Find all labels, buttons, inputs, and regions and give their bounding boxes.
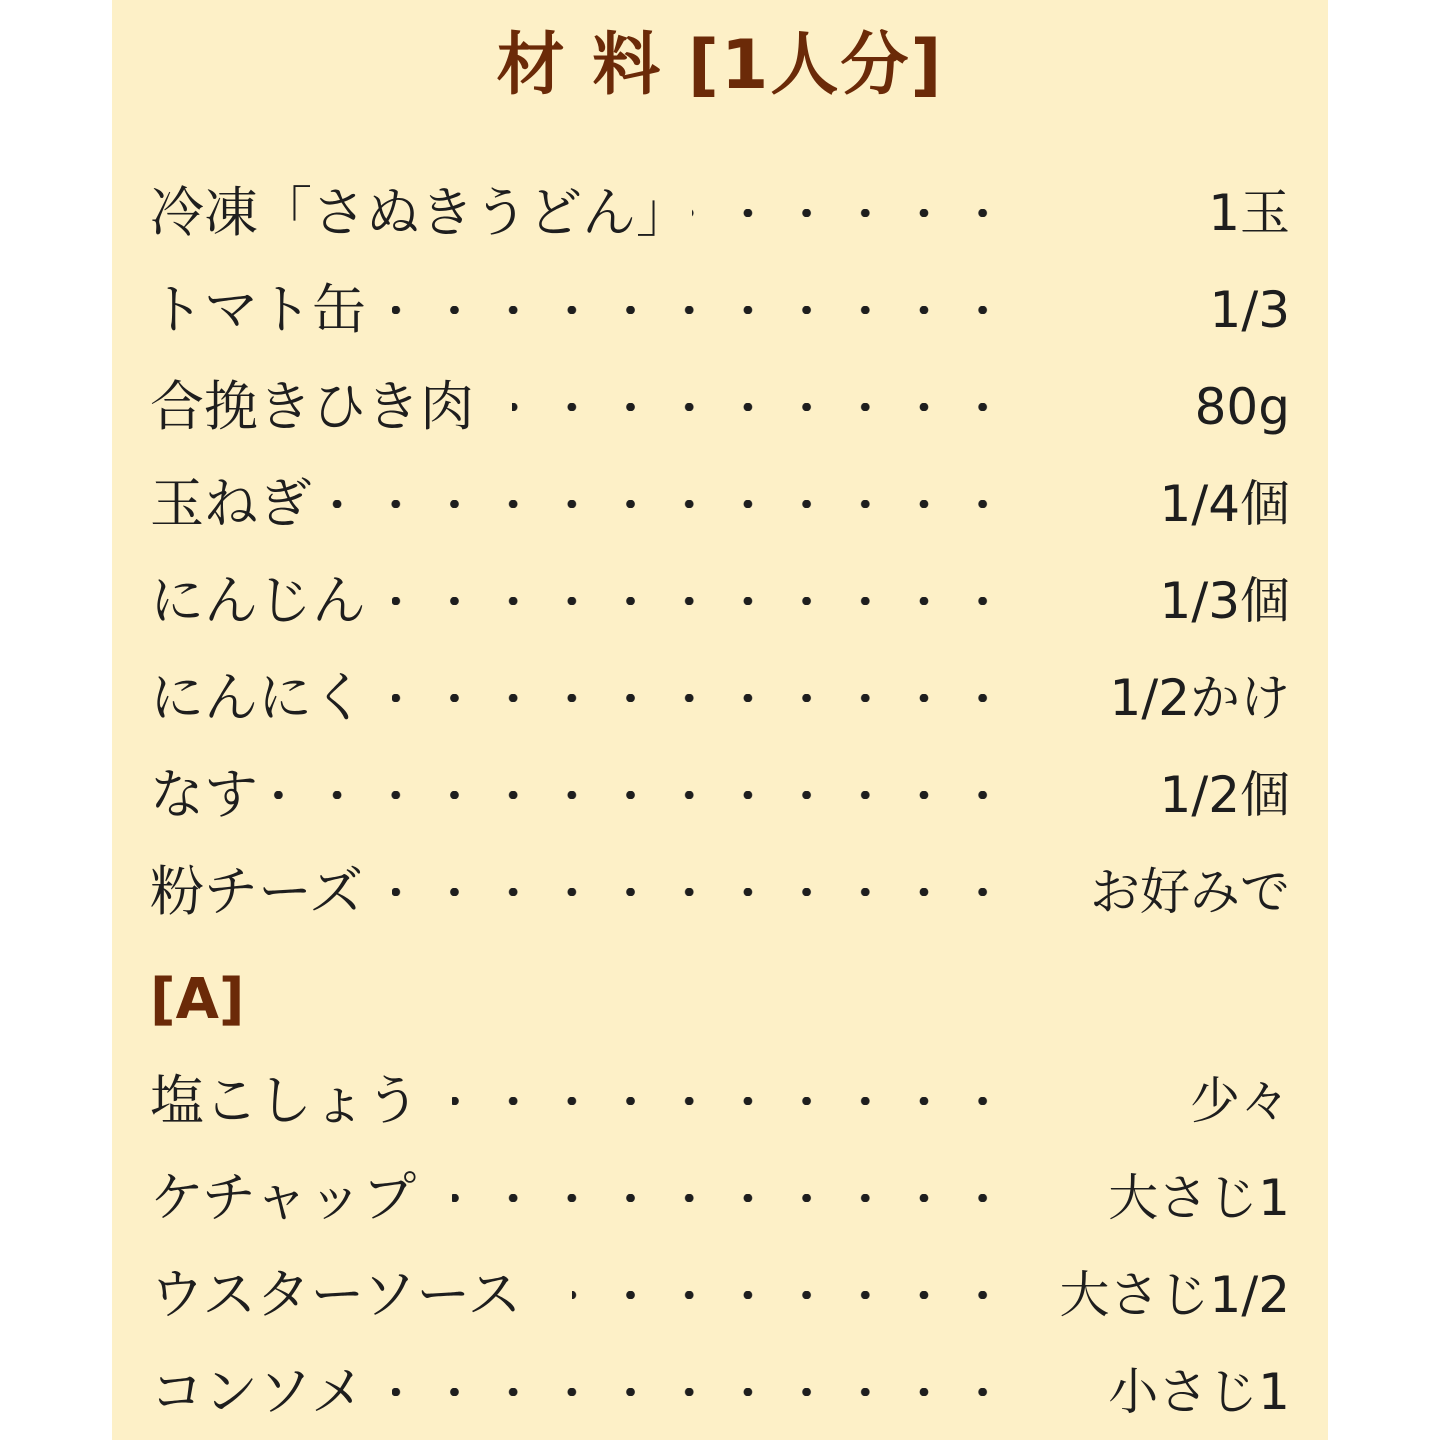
ingredient-name: コンソメ — [150, 1360, 365, 1423]
leader-dots — [392, 306, 1012, 314]
ingredient-amount: 1/3個 — [1159, 572, 1290, 630]
ingredient-amount: 少々 — [1190, 1072, 1290, 1130]
ingredient-name: 塩こしょう — [150, 1069, 420, 1132]
section-a-heading: [A] — [150, 967, 245, 1032]
ingredient-amount: 1/2かけ — [1109, 669, 1290, 727]
ingredient-amount: 80g — [1194, 378, 1290, 436]
leader-dots — [452, 1194, 1012, 1202]
ingredient-row — [150, 1250, 1290, 1340]
ingredient-name: にんにく — [150, 666, 366, 729]
ingredient-row — [150, 1347, 1290, 1437]
leader-dots — [332, 500, 1012, 508]
ingredient-name: なす — [150, 763, 258, 826]
ingredient-amount: 1/4個 — [1159, 475, 1290, 533]
ingredient-row — [150, 556, 1290, 646]
ingredient-row — [150, 653, 1290, 743]
ingredient-row — [150, 750, 1290, 840]
ingredient-name: ウスターソース — [150, 1263, 522, 1326]
leader-dots — [692, 209, 1012, 217]
ingredient-name: トマト缶 — [150, 278, 366, 341]
ingredient-name: にんじん — [150, 569, 366, 632]
ingredient-row — [150, 847, 1290, 937]
ingredient-row — [150, 459, 1290, 549]
leader-dots — [452, 1097, 1012, 1105]
leader-dots — [392, 597, 1012, 605]
ingredient-name: 冷凍「さぬきうどん」 — [150, 181, 690, 244]
ingredient-name: 合挽きひき肉 — [150, 375, 474, 438]
ingredient-row — [150, 1153, 1290, 1243]
ingredient-name: ケチャップ — [150, 1166, 417, 1229]
ingredient-amount: 大さじ1 — [1108, 1169, 1290, 1227]
leader-dots — [572, 1291, 1012, 1299]
leader-dots — [272, 791, 1012, 799]
ingredient-amount: お好みで — [1090, 863, 1290, 921]
page-title: 材 料 [1人分] — [496, 26, 944, 105]
ingredient-amount: 1玉 — [1208, 184, 1290, 242]
ingredient-amount: 1/2個 — [1159, 766, 1290, 824]
ingredient-row — [150, 1056, 1290, 1146]
ingredient-name: 玉ねぎ — [150, 472, 312, 535]
leader-dots — [392, 694, 1012, 702]
ingredients-card — [112, 0, 1328, 1440]
ingredient-amount: 大さじ1/2 — [1059, 1266, 1290, 1324]
ingredient-name: 粉チーズ — [150, 860, 364, 923]
ingredient-row — [150, 168, 1290, 258]
leader-dots — [512, 403, 1012, 411]
ingredient-row — [150, 265, 1290, 355]
leader-dots — [392, 1388, 1012, 1396]
leader-dots — [392, 888, 1012, 896]
ingredient-row — [150, 362, 1290, 452]
ingredient-amount: 小さじ1 — [1108, 1363, 1290, 1421]
ingredient-amount: 1/3 — [1209, 281, 1290, 339]
